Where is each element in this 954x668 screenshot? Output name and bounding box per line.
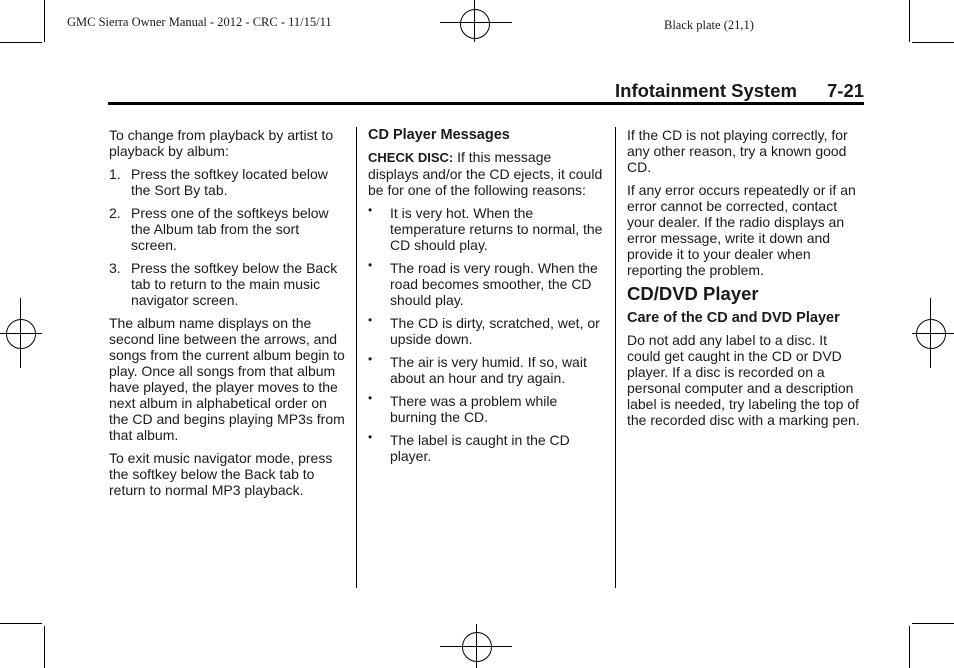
column-3 — [627, 127, 864, 435]
cd-messages-heading: CD Player Messages — [368, 127, 510, 143]
crop-mark-top-right-v — [909, 0, 910, 42]
bullet-text: It is very hot. When the temperature returns to normal, the CD should play. — [390, 205, 603, 253]
step-text: Press the softkey below the Back tab to return to the main music navigator screen. — [131, 260, 338, 308]
bullet-icon: • — [368, 258, 373, 272]
intro-paragraph: To change from playback by artist to playback by album: — [109, 127, 334, 159]
bullet-icon: • — [368, 352, 373, 366]
print-meta-right: Black plate (21,1) — [664, 18, 754, 32]
bullet-text: The road is very rough. When the road becomes smoother, the CD should play. — [390, 260, 598, 308]
step-text: Press the softkey located below the Sort By tab. — [131, 166, 328, 198]
column-1 — [109, 127, 347, 505]
bullet-item — [368, 205, 604, 253]
bullet-icon: • — [368, 391, 373, 405]
album-paragraph: The album name displays on the second line between the arrows, and songs from the current album begin to play. Once all songs from that album have played, the player moves to the next album in alphabetical order on the CD and begins playing MP3s from that album. — [109, 315, 345, 443]
bullet-text: The label is caught in the CD player. — [390, 432, 570, 464]
crop-mark-bottom-right-v — [909, 626, 910, 668]
column-divider-1 — [356, 127, 357, 588]
care-subheading: Care of the CD and DVD Player — [627, 310, 840, 326]
not-playing-paragraph: If the CD is not playing correctly, for any other reason, try a known good CD. — [627, 127, 848, 175]
column-divider-2 — [615, 127, 616, 588]
step-number: 2. — [109, 205, 121, 221]
exit-paragraph: To exit music navigator mode, press the softkey below the Back tab to return to normal MP3 playback. — [109, 450, 333, 498]
bullet-item — [368, 393, 604, 425]
bullet-text: The CD is dirty, scratched, wet, or upside down. — [390, 315, 600, 347]
bullet-item — [368, 432, 604, 464]
section-title: Infotainment System — [615, 80, 797, 101]
bullet-text: There was a problem while burning the CD. — [390, 393, 558, 425]
crop-mark-top-right-h — [912, 42, 954, 43]
bullet-item — [368, 315, 604, 347]
step-number: 3. — [109, 260, 121, 276]
step-number: 1. — [109, 166, 121, 182]
print-meta-left: GMC Sierra Owner Manual - 2012 - CRC - 11/15/11 — [67, 15, 332, 29]
step-item — [109, 205, 347, 253]
page-number: 7-21 — [827, 80, 865, 101]
header-rule — [108, 102, 864, 105]
label-warning-paragraph: Do not add any label to a disc. It could get caught in the CD or DVD player. If a disc is recorded on a personal computer and a description label is needed, try labeling the top of the recorded disc with a marking pen. — [627, 332, 860, 428]
bullet-icon: • — [368, 203, 373, 217]
bullet-item — [368, 354, 604, 386]
bullet-icon: • — [368, 313, 373, 327]
step-text: Press one of the softkeys below the Album tab from the sort screen. — [131, 205, 329, 253]
bullet-text: The air is very humid. If so, wait about an hour and try again. — [390, 354, 587, 386]
cd-dvd-heading: CD/DVD Player — [627, 283, 759, 304]
crop-mark-bottom-right-h — [912, 623, 954, 624]
crop-mark-top-left-v — [44, 0, 45, 42]
check-disc-text: If this message displays and/or the CD ejects, it could be for one of the following reasons: — [368, 149, 603, 198]
crop-mark-bottom-left-v — [44, 626, 45, 668]
check-disc-label: CHECK DISC: — [368, 150, 454, 165]
column-2 — [368, 127, 604, 471]
bullet-item — [368, 260, 604, 308]
crop-mark-top-left-h — [0, 42, 42, 43]
step-item — [109, 166, 347, 198]
check-disc-paragraph — [368, 149, 604, 198]
bullet-icon: • — [368, 430, 373, 444]
step-item — [109, 260, 347, 308]
error-paragraph: If any error occurs repeatedly or if an error cannot be corrected, contact your dealer. If the radio displays an error message, write it down and provide it to your dealer when reporting the problem. — [627, 182, 856, 278]
crop-mark-bottom-left-h — [0, 623, 42, 624]
